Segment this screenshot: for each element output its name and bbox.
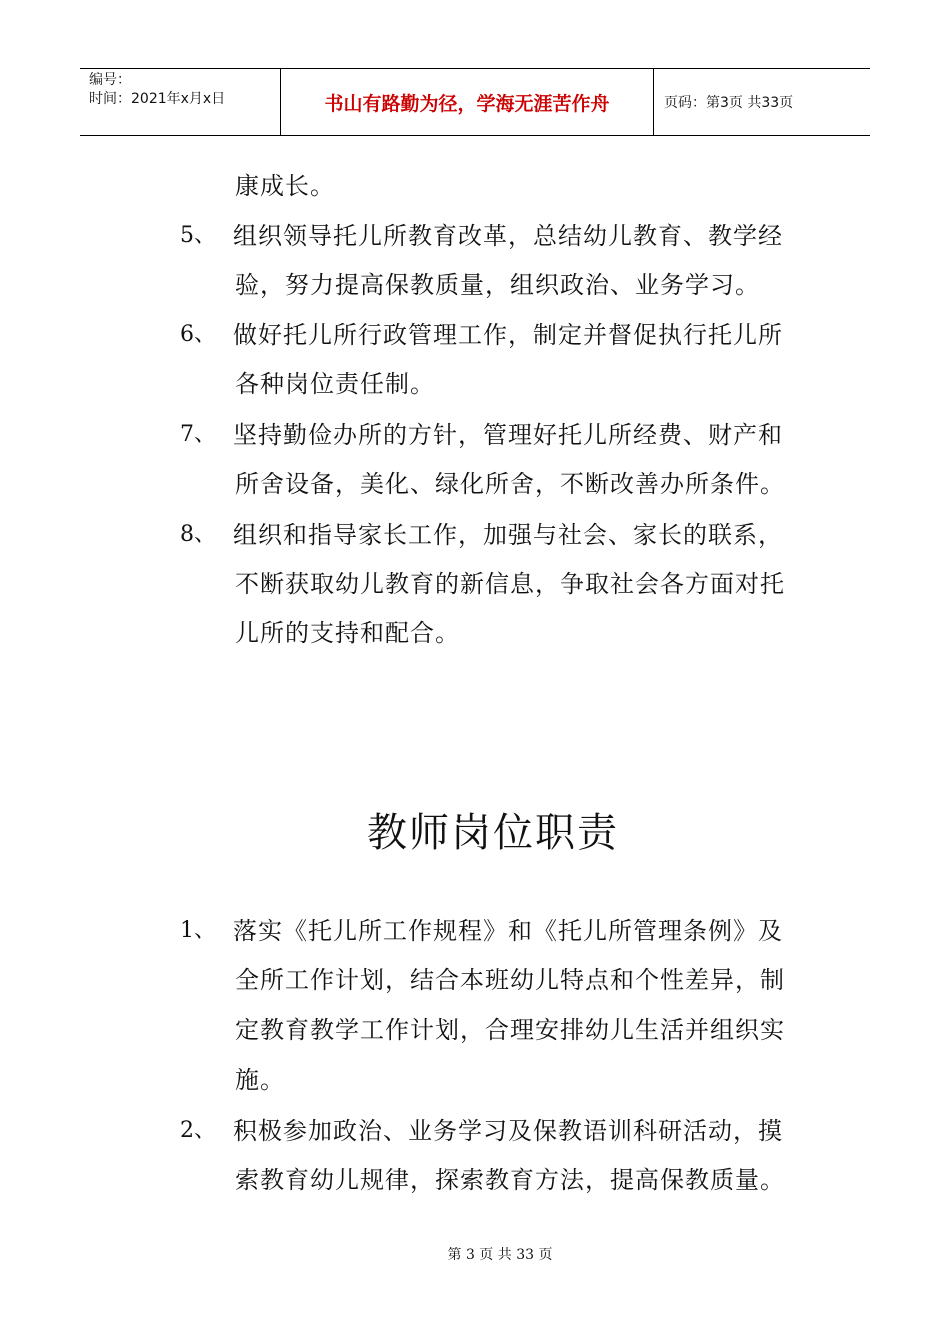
header-page-info: 页码：第3页 共33页 <box>664 95 794 111</box>
list-item-line: 组织领导托儿所教育改革，总结幼儿教育、教学经 <box>233 222 783 250</box>
list-item-line: 验，努力提高保教质量，组织政治、业务学习。 <box>235 271 760 299</box>
list-item-number: 6、 <box>180 322 216 347</box>
header-motto: 书山有路勤为径，学海无涯苦作舟 <box>281 69 654 135</box>
list-item-line: 各种岗位责任制。 <box>235 370 435 398</box>
list-item-number: 8、 <box>180 522 216 547</box>
list-item-number: 1、 <box>180 918 216 943</box>
list-item-line: 施。 <box>235 1066 285 1094</box>
page-footer: 第 3 页 共 33 页 <box>447 1247 553 1263</box>
list-item-line: 组织和指导家长工作，加强与社会、家长的联系， <box>233 521 783 549</box>
list-item-line: 做好托儿所行政管理工作，制定并督促执行托儿所 <box>233 321 783 349</box>
section-title: 教师岗位职责 <box>367 810 619 856</box>
list-item-line: 落实《托儿所工作规程》和《托儿所管理条例》及 <box>233 917 783 945</box>
list-item-line: 索教育幼儿规律，探索教育方法，提高保教质量。 <box>235 1166 785 1194</box>
list-item-number: 5、 <box>180 223 216 248</box>
document-date-label: 时间：2021年x月x日 <box>89 91 226 107</box>
page-header <box>80 68 870 136</box>
header-meta <box>80 69 281 135</box>
paragraph-continuation: 康成长。 <box>235 172 335 200</box>
list-item-line: 不断获取幼儿教育的新信息，争取社会各方面对托 <box>235 570 785 598</box>
list-item-line: 定教育教学工作计划，合理安排幼儿生活并组织实 <box>235 1016 785 1044</box>
list-item-line: 坚持勤俭办所的方针，管理好托儿所经费、财产和 <box>233 421 783 449</box>
list-item-number: 2、 <box>180 1118 216 1143</box>
list-item-line: 所舍设备，美化、绿化所舍，不断改善办所条件。 <box>235 470 785 498</box>
document-number-label: 编号： <box>89 72 131 88</box>
list-item-line: 儿所的支持和配合。 <box>235 619 460 647</box>
list-item-number: 7、 <box>180 422 216 447</box>
list-item-line: 全所工作计划，结合本班幼儿特点和个性差异，制 <box>235 966 785 994</box>
list-item-line: 积极参加政治、业务学习及保教语训科研活动，摸 <box>233 1117 783 1145</box>
